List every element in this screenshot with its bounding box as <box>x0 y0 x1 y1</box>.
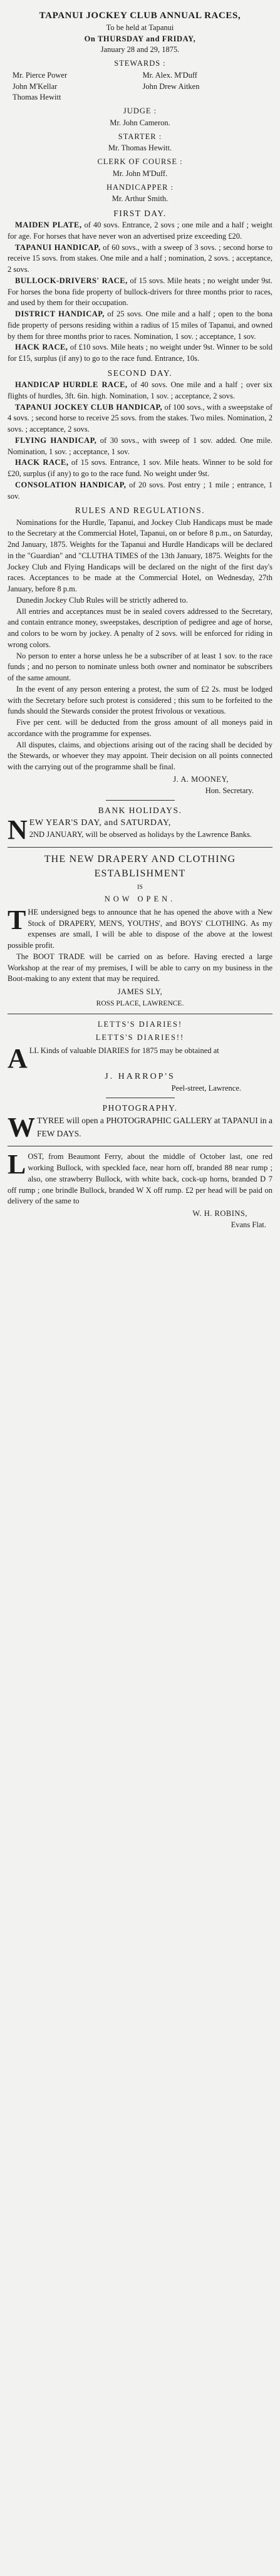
lost-advertiser: W. H. ROBINS, <box>192 1209 247 1218</box>
drapery-notice <box>8 907 272 952</box>
race-body: of 40 sovs. One mile and a half ; over six flights of hurdles, 3ft. 6in. high. Nomination, 1 sov. ; acceptance, 2 sovs. <box>8 380 272 400</box>
race-body: of £10 sovs. Mile heats ; no weight under 9st. Winner to be sold for £15, surplus (if any) to go to the race fund. Entrance, 10s. <box>8 343 272 363</box>
letts-body: LL Kinds of valuable DIARIES for 1875 may be obtained at <box>29 1046 219 1055</box>
letts-heading: LETTS'S DIARIES! <box>97 1020 183 1029</box>
races-dates-sub: January 28 and 29, 1875. <box>100 45 180 55</box>
race-entry <box>8 309 272 342</box>
race-entry <box>8 480 272 502</box>
secretary-role: Hon. Secretary. <box>205 786 254 795</box>
photography-advert <box>8 1102 272 1141</box>
race-title: FLYING HANDICAP, <box>15 435 97 445</box>
races-advert <box>8 10 272 796</box>
photography-body: TYREE will open a PHOTOGRAPHIC GALLERY at TAPANUI in a FEW DAYS. <box>37 1116 272 1139</box>
steward-name: John Drew Aitken <box>142 81 200 91</box>
race-entry <box>8 220 272 242</box>
bank-first-line: EW YEAR'S DAY, and SATURDAY, <box>29 818 172 828</box>
race-title: TAPANUI JOCKEY CLUB HANDICAP, <box>15 402 163 412</box>
drapery-place: ROSS PLACE, LAWRENCE. <box>96 999 184 1007</box>
race-body: of 100 sovs., with a sweepstake of 4 sovs. ; second horse to receive 25 sovs. from the stakes. Two miles. Nomination, 2 sovs. ; acceptance, 2 sovs. <box>8 402 272 434</box>
race-entry <box>8 380 272 402</box>
drapery-para-1: HE undersigned begs to announce that he has opened the above with a New Stock of DRAPERY, MEN'S, YOUTHS', and BOYS' CLOTHING. As my expenses are small, I will be able to dispose of the above at the lowest possible profit. <box>8 907 272 950</box>
drapery-is: IS <box>137 883 143 891</box>
rule-paragraph: All disputes, claims, and objections arising out of the racing shall be decided by the Stewards, or whoever they may appoint. Their decision on all points connected with the carrying out of the programme shall be final. <box>8 740 272 772</box>
bank-holidays-advert <box>8 804 272 842</box>
starter-heading: STARTER : <box>118 132 162 141</box>
drapery-now-open: NOW OPEN. <box>104 895 176 904</box>
letts-seller: J. HARROP'S <box>105 1071 175 1081</box>
lost-advert <box>8 1151 272 1230</box>
rule-paragraph: All entries and acceptances must be in sealed covers addressed to the Secretary, and contain entrance money, sweepstakes, description of pedigree and age of horse, and colors to be worn by jockey. A penalty of 2 sovs. will be enforced for riding in wrong colors. <box>8 606 272 649</box>
race-title: BULLOCK-DRIVERS' RACE, <box>15 276 128 285</box>
secretary-name: J. A. MOONEY, <box>173 774 229 784</box>
rule-paragraph: Dunedin Jockey Club Rules will be strictly adhered to. <box>16 595 188 605</box>
race-entry <box>8 342 272 365</box>
letts-notice <box>8 1046 272 1071</box>
steward-name: John M'Kellar <box>13 81 58 91</box>
races-dates: On THURSDAY and FRIDAY, <box>84 34 196 43</box>
stewards-list <box>8 70 272 103</box>
race-body: of 30 sovs., with sweep of 1 sov. added. One mile. Nomination, 1 sov. ; acceptance, 1 sov. <box>8 435 272 456</box>
race-title: HANDICAP HURDLE RACE, <box>15 380 128 390</box>
steward-name: Mr. Alex. M'Duff <box>142 70 197 80</box>
photography-heading: PHOTOGRAPHY. <box>102 1103 178 1113</box>
judge-heading: JUDGE : <box>123 106 157 116</box>
rule-paragraph: In the event of any person entering a protest, the sum of £2 2s. must be lodged with the Secretary before such protest is considered ; this sum to be forfeited to the funds should the Stewards consider the protest frivolous or vexatious. <box>8 684 272 716</box>
rules-heading: RULES AND REGULATIONS. <box>75 506 205 516</box>
race-title: TAPANUI HANDICAP, <box>15 242 101 252</box>
lost-place: Evans Flat. <box>231 1220 266 1229</box>
bank-heading: BANK HOLIDAYS. <box>98 806 182 816</box>
race-title: HACK RACE, <box>15 458 69 467</box>
first-day-heading: FIRST DAY. <box>113 209 167 219</box>
drapery-advert <box>8 853 272 1009</box>
divider <box>106 800 175 801</box>
letts-diaries-advert <box>8 1019 272 1094</box>
race-entry <box>8 242 272 276</box>
rule-paragraph: Nominations for the Hurdle, Tapanui, and Jockey Club Handicaps must be made to the Secretary at the Commercial Hotel, Tapanui, on or before 8 p.m., on Saturday, 2nd January, 1875. Weights for the Tapanui and Hurdle Handicaps will be declared in the "Guardian" and "CLUTHA TIMES of the 13th January, 1875. Weights for the Jockey Club and Flying Handicaps will be declared on the night of the first day's races. Acceptances to be made at the Commercial Hotel, on Wednesday, 27th January, before 8 p.m. <box>8 517 272 594</box>
race-body: of 40 sovs. Entrance, 2 sovs ; one mile and a half ; weight for age. For horses that have never won an advertised prize exceeding £20. <box>8 221 272 241</box>
race-body: of 25 sovs. One mile and a half ; open to the bona fide property of persons residing within a radius of 15 miles of Tapanui, and owned by them for three months prior to races. Nomination, 1 sov. ; acceptance, 1 sov. <box>8 309 272 341</box>
second-day-heading: SECOND DAY. <box>107 368 173 378</box>
judge-name: Mr. John Cameron. <box>110 118 170 127</box>
race-entry <box>8 402 272 435</box>
handicapper-heading: HANDICAPPER : <box>106 182 174 192</box>
races-masthead: TAPANUI JOCKEY CLUB ANNUAL RACES, <box>39 11 241 21</box>
steward-name: Thomas Hewitt <box>13 93 61 102</box>
starter-name: Mr. Thomas Hewitt. <box>108 143 172 153</box>
race-title: CONSOLATION HANDICAP, <box>15 480 127 489</box>
rule-paragraph: Five per cent. will be deducted from the gross amount of all moneys paid in accordance with the programme for expenses. <box>8 718 272 738</box>
race-title: HACK RACE, <box>15 343 68 352</box>
clerk-name: Mr. John M'Duff. <box>112 169 168 178</box>
dropcap-letter: T <box>8 906 26 935</box>
bank-notice <box>8 817 272 842</box>
stewards-heading: STEWARDS : <box>114 59 166 68</box>
lost-body: OST, from Beaumont Ferry, about the middle of October last, one red working Bullock, with speckled face, near horn off, branded 88 near rump ; also, one strawberry Bullock, with white back, cock-up horns, branded D 7 off rump ; one brindle Bullock, branded W X off rump. £2 per head will be paid on delivery of the same to <box>8 1152 272 1206</box>
race-entry <box>8 457 272 480</box>
letts-subheading: LETTS'S DIARIES!! <box>95 1032 185 1042</box>
photography-notice <box>8 1114 272 1141</box>
race-body: of 15 sovs. Entrance, 1 sov. Mile heats. Winner to be sold for £20, surplus (if any) to go to the race fund. No weight under 9st. <box>8 458 272 479</box>
races-to-be-held: To be held at Tapanui <box>106 23 174 32</box>
steward-name: Mr. Pierce Power <box>13 70 68 80</box>
race-entry <box>8 435 272 458</box>
race-title: DISTRICT HANDICAP, <box>15 309 105 319</box>
race-title: MAIDEN PLATE, <box>15 221 82 230</box>
drapery-heading: THE NEW DRAPERY AND CLOTHING ESTABLISHMENT <box>44 854 236 880</box>
drapery-proprietor: JAMES SLY, <box>117 987 163 997</box>
clerk-heading: CLERK OF COURSE : <box>97 157 183 167</box>
dropcap-letter: W <box>8 1114 35 1141</box>
race-entry <box>8 276 272 309</box>
bank-body: 2ND JANUARY, will be observed as holidays by the Lawrence Banks. <box>29 830 252 839</box>
dropcap-letter: A <box>8 1045 28 1071</box>
dropcap-letter: L <box>8 1151 26 1180</box>
race-body: of 15 sovs. Mile heats ; no weight under 9st. For horses the bona fide property of bullock-drivers for three months prior to races, and used by them for their occupation. <box>8 276 272 308</box>
rule-paragraph: No person to enter a horse unless he be a subscriber of at least 1 sov. to the race funds ; and no person to nominate unless both owner and nominator be subscribers of the same amount. <box>8 651 272 683</box>
drapery-para-2: The BOOT TRADE will be carried on as before. Having erected a large Workshop at the rear of my premises, I will be able to carry on my business in the Boot-making to any extent that may be required. <box>8 952 272 984</box>
letts-place: Peel-street, Lawrence. <box>171 1083 241 1093</box>
dropcap-letter: N <box>8 817 28 843</box>
handicapper-name: Mr. Arthur Smith. <box>111 194 169 204</box>
race-body: of 20 sovs. Post entry ; 1 mile ; entrance, 1 sov. <box>8 480 273 501</box>
race-body: of 60 sovs., with a sweep of 3 sovs. ; second horse to receive 15 sovs. from stakes. One mile and a half ; nomination, 2 sovs. ; acceptance, 2 sovs. <box>8 242 272 274</box>
divider <box>8 847 272 848</box>
lost-notice <box>8 1151 272 1207</box>
